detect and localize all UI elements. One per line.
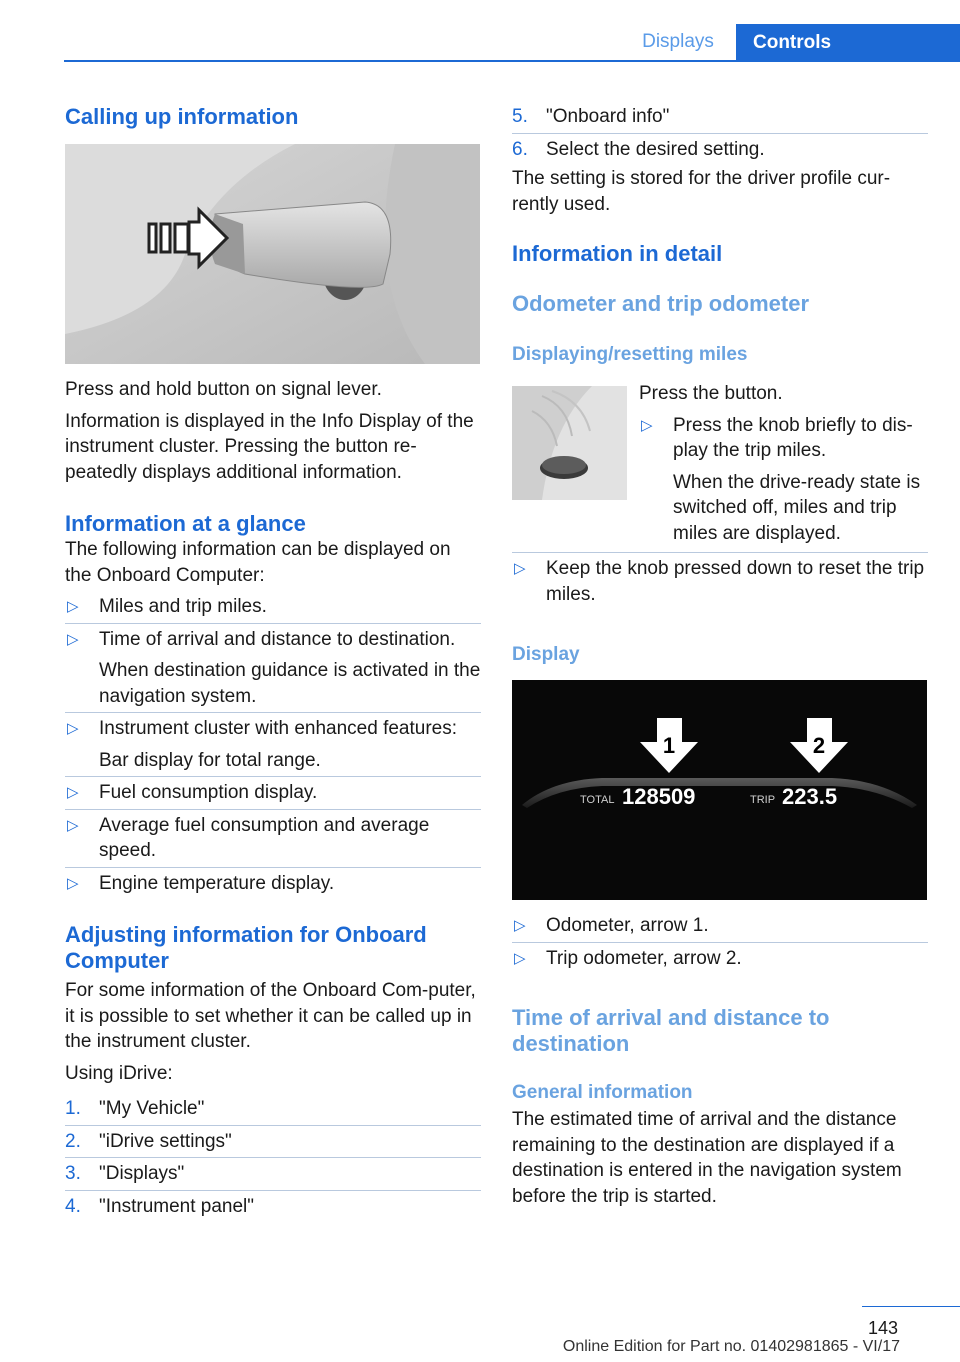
arrow-label-1: 1 [662,733,676,758]
list-separator [65,776,481,777]
list-separator [65,867,481,868]
triangle-bullet-icon: ▷ [67,784,79,801]
steps-list-left [65,1096,481,1219]
paragraph-setting-stored: The setting is stored for the driver profile cur-rently used. [512,168,891,215]
list-item: 6. Select the desired setting. [512,138,765,160]
right-column-display [512,913,928,1209]
trip-label: TRIP [750,794,776,806]
list-separator [65,1157,481,1158]
total-value: 128509 [622,784,696,809]
page-number: 143 [867,1318,898,1338]
left-column-body [65,377,481,1219]
triangle-bullet-icon: ▷ [514,917,526,934]
triangle-bullet-icon: ▷ [514,949,526,967]
steps-list-right [512,104,928,162]
odometer-display-illustration [512,680,927,900]
triangle-bullet-icon: ▷ [67,874,79,892]
knob-button-image [512,386,627,500]
list-item: ▷ Keep the knob pressed down to reset the trip miles. [514,558,925,605]
heading-calling-up-information: Calling up information [65,104,299,129]
heading-display: Display [512,644,580,665]
list-separator [512,942,928,943]
glance-list [65,594,481,896]
list-item: ▷ Odometer, arrow 1. [512,913,928,939]
paragraph-estimated-time: The estimated time of arrival and the distance remaining to the destination are displayed if a destination is entered in the navigation system before the trip is started. [512,1109,902,1207]
signal-lever-image [65,144,480,364]
paragraph-some-info: For some information of the Onboard Com-puter, it is possible to set whether it can be called up in the instrument cluster. [65,980,476,1052]
list-item: 1. "My Vehicle" [65,1098,205,1119]
heading-information-in-detail: Information in detail [512,241,723,266]
total-label: TOTAL [580,794,615,806]
paragraph-info-displayed: Information is displayed in the Info Display of the instrument cluster. Pressing the button re-peatedly displays additional information. [65,410,474,483]
list-item: ▷ Press the knob briefly to dis-play the trip miles. When the drive-ready state is switched off, miles and trip miles are displayed. [641,414,921,544]
list-item: ▷ Average fuel consumption and average speed. [67,814,430,861]
knob-button-illustration [512,386,627,500]
triangle-bullet-icon: ▷ [67,630,79,648]
list-item: ▷ Time of arrival and distance to destination. When destination guidance is activated in the navigation system. [67,628,481,707]
edition-note: Online Edition for Part no. 01402981865 - VI/17 [562,1338,900,1355]
paragraph-following-info: The following information can be displayed on the Onboard Computer: [65,539,451,586]
header-chapter-tab: Controls [736,24,960,62]
header-section-label: Displays [642,31,714,52]
paragraph-press-button: Press the button. [639,383,783,404]
list-separator [65,809,481,810]
list-item: 2. "iDrive settings" [65,1130,232,1152]
left-column [65,104,481,130]
heading-odometer: Odometer and trip odometer [512,291,810,316]
heading-information-at-a-glance: Information at a glance [65,511,306,536]
list-item: ▷ Engine temperature display. [65,871,481,897]
trip-value: 223.5 [782,784,838,809]
triangle-bullet-icon: ▷ [67,816,79,834]
list-separator [65,623,481,624]
list-item: 5. "Onboard info" [512,106,670,127]
list-item: ▷ Instrument cluster with enhanced features: Bar display for total range. [67,718,458,771]
list-separator [65,1190,481,1191]
triangle-bullet-icon: ▷ [641,416,653,434]
list-separator [65,1125,481,1126]
paragraph-press-hold: Press and hold button on signal lever. [65,379,382,400]
list-item: ▷ Miles and trip miles. [65,594,481,620]
odometer-display-image [512,680,927,900]
right-column [512,104,928,367]
heading-time-of-arrival: Time of arrival and distance to destination [512,1005,830,1056]
paragraph-using-idrive: Using iDrive: [65,1062,173,1084]
list-separator [512,552,928,553]
triangle-bullet-icon: ▷ [67,720,79,737]
heading-adjusting-information: Adjusting information for Onboard Computer [65,922,427,973]
list-item: ▷ Trip odometer, arrow 2. [512,946,928,972]
heading-general-information: General information [512,1082,693,1103]
triangle-bullet-icon: ▷ [67,598,79,615]
right-column-reset-2 [512,549,928,667]
heading-displaying-resetting: Displaying/resetting miles [512,344,748,365]
arrow-label-2: 2 [812,733,826,758]
signal-lever-illustration [65,144,480,364]
header-rule [64,60,960,62]
triangle-bullet-icon: ▷ [514,560,526,577]
list-separator [65,712,481,713]
list-item: 4. "Instrument panel" [65,1195,255,1217]
list-item: ▷ Fuel consumption display. [65,780,481,806]
right-column-reset [639,381,939,546]
list-separator [512,133,928,134]
footer-rule [862,1306,960,1307]
list-item: 3. "Displays" [65,1163,185,1184]
